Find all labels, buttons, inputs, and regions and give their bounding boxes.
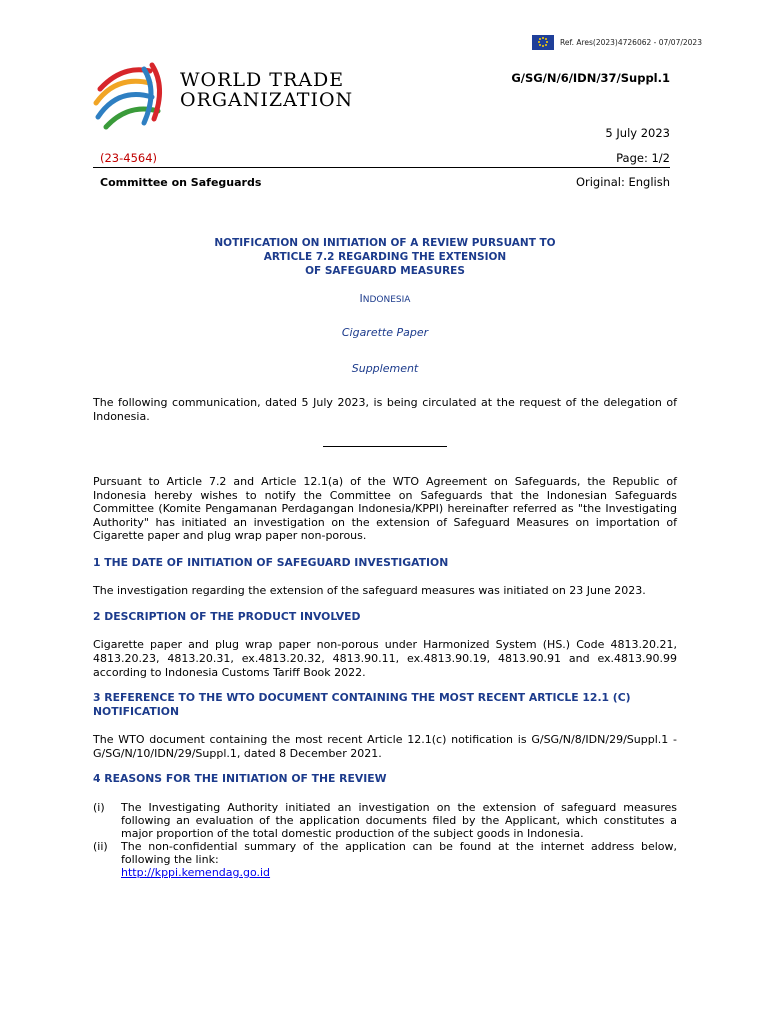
body-paragraph: Pursuant to Article 7.2 and Article 12.1(a) of the WTO Agreement on Safeguards, the Republic of Indonesia hereby wishes to notify the Committee on Safeguards that the Indonesian Safeguards Committee (Komite Pengamanan Perdagangan Indonesia/KPPI) hereinafter referred as "the Investigating Authority" has initiated an investigation on the extension of Safeguard Measures on importation of Cigarette paper and plug wrap paper non-porous. — [93, 475, 677, 542]
section-3-heading: 3 REFERENCE TO THE WTO DOCUMENT CONTAINING THE MOST RECENT ARTICLE 12.1 (C) NOTIFICATION — [93, 691, 631, 718]
section-1-heading: 1 THE DATE OF INITIATION OF SAFEGUARD INVESTIGATION — [93, 556, 449, 569]
section-3-text: The WTO document containing the most recent Article 12.1(c) notification is G/SG/N/8/IDN/29/Suppl.1 - G/SG/N/10/IDN/29/Suppl.1, dated 8 December 2021. — [93, 733, 677, 760]
supplement-label: Supplement — [351, 362, 419, 375]
kppi-link[interactable]: http://kppi.kemendag.go.id — [121, 866, 271, 879]
title-line2: ARTICLE 7.2 REGARDING THE EXTENSION — [263, 251, 507, 263]
section-2-heading: 2 DESCRIPTION OF THE PRODUCT INVOLVED — [93, 610, 361, 623]
reason-item-2 — [93, 840, 677, 879]
country-name: INDONESIA — [359, 292, 411, 305]
reference-text: Ref. Ares(2023)4726062 - 07/07/2023 — [560, 38, 702, 47]
reason-text: The non-confidential summary of the application can be found at the internet address below, following the link: — [121, 840, 677, 866]
org-name — [180, 70, 353, 110]
reference-stamp — [532, 35, 702, 50]
separator-line — [323, 446, 447, 447]
title-line1: NOTIFICATION ON INITIATION OF A REVIEW PURSUANT TO — [214, 237, 556, 249]
document-title — [93, 236, 677, 278]
section-4-heading: 4 REASONS FOR THE INITIATION OF THE REVIEW — [93, 772, 387, 785]
original-language: Original: English — [575, 175, 670, 189]
header-divider — [93, 167, 670, 168]
wto-logo-icon — [92, 57, 172, 132]
country-rest: NDONESIA — [362, 295, 411, 305]
reason-mark: (ii) — [93, 840, 108, 853]
document-date: 5 July 2023 — [605, 126, 670, 140]
section-2-text: Cigarette paper and plug wrap paper non-porous under Harmonized System (HS.) Code 4813.20.21, 4813.20.23, 4813.20.31, ex.4813.20.32, 4813.90.11, ex.4813.90.19, 4813.90.91 and ex.4813.90.99 according to Indonesia Customs Tariff Book 2022. — [93, 638, 677, 679]
intro-paragraph: The following communication, dated 5 July 2023, is being circulated at the request of the delegation of Indonesia. — [93, 396, 677, 423]
product-name: Cigarette Paper — [341, 326, 429, 339]
title-line3: OF SAFEGUARD MEASURES — [305, 265, 465, 277]
section-1-text: The investigation regarding the extension of the safeguard measures was initiated on 23 June 2023. — [93, 584, 646, 597]
document-symbol: G/SG/N/6/IDN/37/Suppl.1 — [511, 71, 670, 85]
org-name-line2: ORGANIZATION — [180, 89, 354, 111]
committee-name: Committee on Safeguards — [100, 176, 262, 189]
org-name-line1: WORLD TRADE — [180, 69, 345, 91]
page-number: Page: 1/2 — [616, 151, 670, 165]
document-number: (23-4564) — [100, 151, 158, 165]
reason-item-1 — [93, 801, 677, 840]
reason-mark: (i) — [93, 801, 105, 814]
reason-text: The Investigating Authority initiated an investigation on the extension of safeguard measures following an evaluation of the application documents filed by the Applicant, which constitutes a major proportion of the total domestic production of the subject goods in Indonesia. — [121, 801, 677, 840]
eu-flag-icon — [532, 35, 554, 50]
